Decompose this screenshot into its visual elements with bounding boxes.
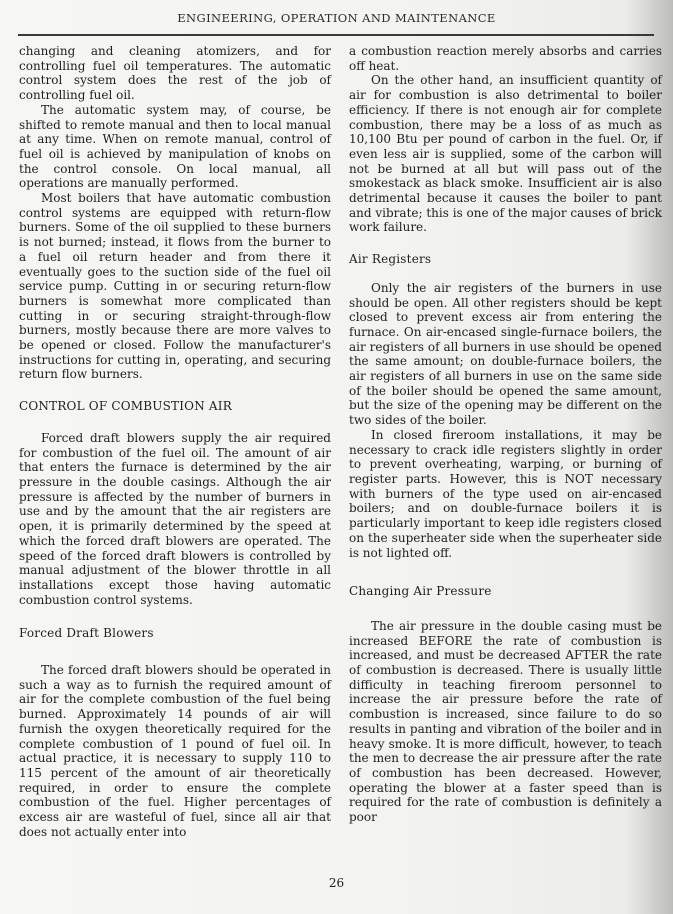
left-column [19, 44, 331, 839]
paragraph: In closed fireroom installations, it may be necessary to crack idle registers slightly in order to prevent overheating, warping, or burning of register parts. However, this is NOT necessary with burners of the type used on air-encased boilers; and on double-furnace boilers it is particularly important to keep idle registers closed on the superheater side when the superheater side is not lighted off. [349, 427, 662, 560]
subsection-heading: Air Registers [349, 252, 432, 267]
paragraph: Only the air registers of the burners in use should be open. All other registers should be kept closed to prevent excess air from entering the furnace. On air-encased single-furnace boilers, the air registers of all burners in use should be opened the same amount; on double-furnace boilers, the air registers of all burners in use on the same side of the boiler should be opened the same amount, but the size of the opening may be different on the two sides of the boiler. [349, 280, 662, 428]
subsection-heading: Changing Air Pressure [349, 584, 492, 599]
paragraph: changing and cleaning atomizers, and for controlling fuel oil temperatures. The automatic control system does the rest of the job of controlling fuel oil. [19, 44, 331, 103]
header-rule [18, 34, 654, 36]
paragraph: Forced draft blowers supply the air required for combustion of the fuel oil. The amount of air that enters the furnace is determined by the air pressure in the double casings. Although the air pressure is affected by the number of burners in use and by the amount that the air registers are open, it is primarily determined by the speed at which the forced draft blowers are operated. The speed of the forced draft blowers is controlled by manual adjustment of the blower throttle in all installations except those having automatic combustion control systems. [19, 430, 331, 607]
page-number: 26 [328, 876, 345, 890]
subsection-heading: Forced Draft Blowers [19, 626, 154, 641]
paragraph: a combustion reaction merely absorbs and carries off heat. [349, 44, 662, 73]
section-heading: CONTROL OF COMBUSTION AIR [19, 399, 232, 414]
paragraph: The air pressure in the double casing must be increased BEFORE the rate of combustion is increased, and must be decreased AFTER the rate of combustion is decreased. There is usually little difficulty in teaching fireroom personnel to increase the air pressure before the rate of combustion is increased, since failure to do so results in panting and vibration of the boiler and in heavy smoke. It is more difficult, however, to teach the men to decrease the air pressure after the rate of combustion has been decreased. However, operating the blower at a faster speed than is required for the rate of combustion is definitely a poor [349, 618, 662, 825]
paragraph: Most boilers that have automatic combustion control systems are equipped with return-flow burners. Some of the oil supplied to these burners is not burned; instead, it flows from the burner to a fuel oil return header and from there it eventually goes to the suction side of the fuel oil service pump. Cutting in or securing return-flow burners is somewhat more complicated than cutting in or securing straight-through-flow burners, mostly because there are more valves to be opened or closed. Follow the manufacturer's instructions for cutting in, operating, and securing return flow burners. [19, 191, 331, 382]
paragraph: The forced draft blowers should be operated in such a way as to furnish the required amount of air for the complete combustion of the fuel being burned. Approximately 14 pounds of air will furnish the oxygen theoretically required for the complete combustion of 1 pound of fuel oil. In actual practice, it is necessary to supply 110 to 115 percent of the amount of air theoretically required, in order to ensure the complete combustion of the fuel. Higher percentages of excess air are wasteful of fuel, since all air that does not actually enter into [19, 663, 331, 839]
paragraph: On the other hand, an insufficient quantity of air for combustion is also detrimental to boiler efficiency. If there is not enough air for complete combustion, there may be a loss of as much as 10,100 Btu per pound of carbon in the fuel. Or, if even less air is supplied, some of the carbon will not be burned at all but will pass out of the smokestack as black smoke. Insufficient air is also detrimental because it causes the boiler to pant and vibrate; this is one of the major causes of brick work failure. [349, 73, 662, 235]
running-head: ENGINEERING, OPERATION AND MAINTENANCE [177, 11, 496, 25]
right-column [349, 44, 662, 825]
paragraph: The automatic system may, of course, be shifted to remote manual and then to local manual at any time. When on remote manual, control of fuel oil is achieved by manipulation of knobs on the control console. On local manual, all operations are manually performed. [19, 102, 331, 191]
